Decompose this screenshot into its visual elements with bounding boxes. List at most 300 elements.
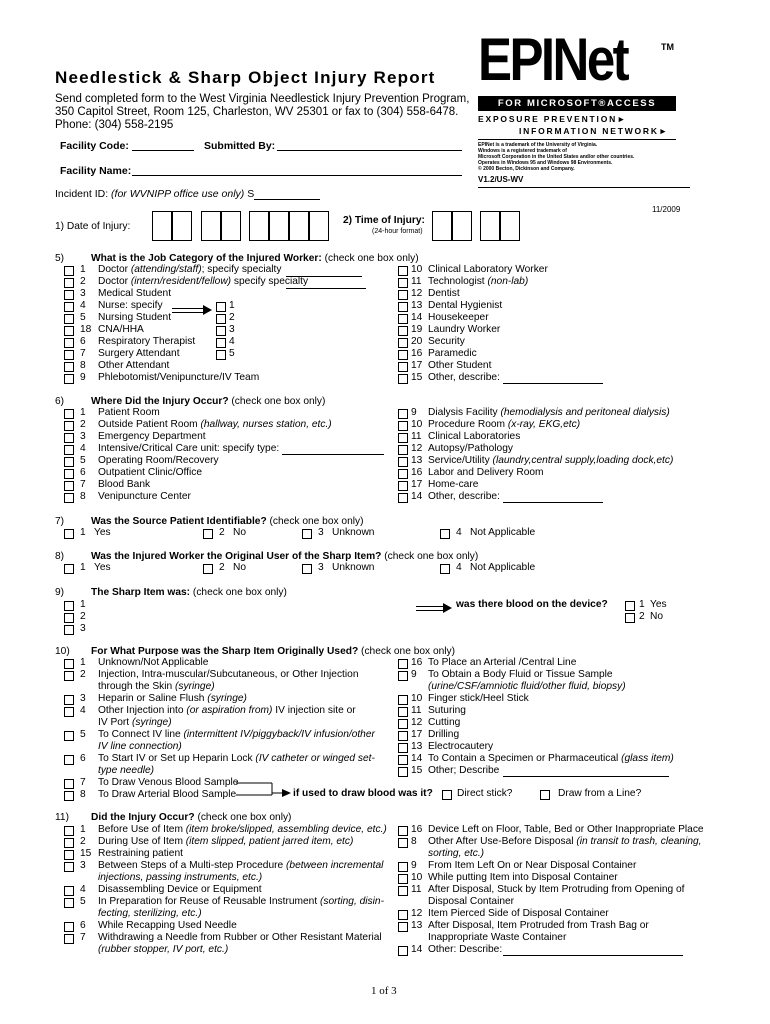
item-text: Suturing [428,705,466,716]
item-text: Emergency Department [98,431,206,442]
item-number: 7 [80,777,86,788]
checkbox[interactable] [440,564,450,574]
item-text: Labor and Delivery Room [428,467,544,478]
item-text: (sorting, disin- [319,896,384,907]
item-number: 16 [411,467,423,478]
item-label [428,336,465,348]
item-label [98,824,387,836]
q11-other-field[interactable] [503,955,683,956]
checkbox[interactable] [64,850,74,860]
checkbox[interactable] [216,314,226,324]
item-label [428,467,544,479]
item-text: To Place an Arterial /Central Line [428,657,577,668]
item-number: 16 [411,824,423,835]
item-text: Autopsy/Pathology [428,443,513,454]
item-label [98,372,259,384]
item-number: 5 [80,455,86,466]
checkbox[interactable] [64,314,74,324]
item-number: 8 [80,789,86,800]
item-text: To Draw Venous Blood Sample [98,777,239,788]
item-label [98,324,144,336]
item-number: 3 [80,693,86,704]
item-text: Outside Patient Room [98,419,201,430]
logo-bar: FOR MICROSOFT®ACCESS [478,96,676,111]
item-text: Paramedic [428,348,477,359]
checkbox[interactable] [64,613,74,623]
icu-type-field[interactable] [282,454,384,455]
checkbox[interactable] [398,302,408,312]
checkbox[interactable] [540,790,550,800]
checkbox[interactable] [64,421,74,431]
item-number: 3 [229,324,235,335]
checkbox[interactable] [398,409,408,419]
checkbox[interactable] [398,338,408,348]
logo-line-1: EXPOSURE PREVENTION► [478,114,628,124]
item-label [428,681,626,693]
checkbox[interactable] [398,731,408,741]
checkbox[interactable] [398,445,408,455]
item-label: Not Applicable [470,562,536,573]
item-text: In Preparation for Reuse of Reusable Instrument [98,896,320,907]
item-text: Security [428,336,465,347]
date-digit-6[interactable] [269,211,289,241]
item-text: CNA/HHA [98,324,144,335]
q2-sub: (24-hour format) [372,228,423,235]
item-label [98,288,171,300]
checkbox[interactable] [64,409,74,419]
item-number: 4 [80,300,86,311]
item-text: specify specialty [231,276,309,287]
item-number: 15 [80,848,92,859]
checkbox[interactable] [64,433,74,443]
item-number: 11 [411,705,422,716]
item-number: 13 [411,455,423,466]
item-label [428,276,528,288]
item-number: 10 [411,264,423,275]
item-number: 12 [411,443,423,454]
checkbox[interactable] [64,791,74,801]
item-text: type needle) [98,765,155,776]
item-text: Doctor [98,264,131,275]
item-text: Device Left on Floor, Table, Bed or Other Inappropriate Place [428,824,704,835]
incident-prefix: S [247,188,255,200]
item-label [428,848,484,860]
checkbox[interactable] [64,755,74,765]
item-text: During Use of Item [98,836,186,847]
item-text: Home-care [428,479,479,490]
checkbox[interactable] [64,493,74,503]
item-label [428,896,514,908]
item-text: Dentist [428,288,460,299]
specialty-field-1[interactable] [286,276,362,277]
facility-code-field[interactable] [132,150,194,151]
item-text: (in transit to trash, cleaning, [576,836,702,847]
item-number: 15 [411,372,423,383]
item-number: 9 [411,669,417,680]
item-number: 6 [80,753,86,764]
item-label [98,777,238,789]
checkbox[interactable] [398,695,408,705]
date-digit-8[interactable] [309,211,329,241]
checkbox[interactable] [64,469,74,479]
item-text: Procedure Room [428,419,508,430]
logo-legal: EPINet is a trademark of the University of Virginia. Windows is a registered trademark of Microsoft Corporation in the United States and/or other countries. Operates in Windows 95 and Windows 98 Environments. © 2000 Becton, Dickinson and Company. [478,142,635,172]
logo-tm: TM [661,42,674,52]
item-label [98,669,358,681]
checkbox[interactable] [64,445,74,455]
item-label [98,467,202,479]
submitted-by-field[interactable] [277,150,462,151]
time-digit-3[interactable] [480,211,500,241]
item-text: IV injection site or [272,705,356,716]
time-digit-2[interactable] [452,211,472,241]
checkbox[interactable] [398,862,408,872]
item-number: 14 [411,312,423,323]
checkbox[interactable] [398,493,408,503]
date-digit-2[interactable] [172,211,192,241]
item-number: 4 [456,527,462,538]
item-label [428,944,502,956]
item-text: Disposal Container [428,896,515,907]
date-digit-3[interactable] [201,211,221,241]
item-label [428,324,500,336]
checkbox[interactable] [64,350,74,360]
item-label [428,741,493,753]
item-text: through the Skin [98,681,176,692]
checkbox[interactable] [398,767,408,777]
q2-label: 2) Time of Injury: [343,215,425,226]
date-digit-7[interactable] [289,211,309,241]
item-number: 17 [411,479,423,490]
nurse-arrow [172,301,212,319]
checkbox[interactable] [64,302,74,312]
checkbox[interactable] [64,625,74,635]
item-number: 2 [80,419,86,430]
item-text: (syringe) [175,681,215,692]
item-number: 6 [80,920,86,931]
item-label [428,455,673,467]
item-text: Service/Utility [428,455,493,466]
item-text: Disassembling Device or Equipment [98,884,262,895]
checkbox[interactable] [442,790,452,800]
logo-version: V1.2/US-WV [478,175,524,184]
item-text: Withdrawing a Needle from Rubber or Other Resistant Material [98,932,382,943]
item-label [98,360,169,372]
item-number: 5 [229,348,235,359]
item-number: 3 [80,288,86,299]
blood-question: was there blood on the device? [456,599,608,610]
item-label [428,419,580,431]
item-number: 12 [411,288,423,299]
item-text: Housekeeper [428,312,489,323]
checkbox[interactable] [216,350,226,360]
item-number: 1 [80,824,86,835]
item-label: Not Applicable [470,527,536,538]
q1-label: 1) Date of Injury: [55,221,131,232]
checkbox[interactable] [64,374,74,384]
checkbox[interactable] [398,350,408,360]
checkbox[interactable] [64,362,74,372]
item-label [98,884,262,896]
checkbox[interactable] [398,671,408,681]
item-text: Before Use of Item [98,824,186,835]
checkbox[interactable] [64,934,74,944]
q10-other-field[interactable] [503,776,669,777]
time-digit-4[interactable] [500,211,520,241]
item-number: 14 [411,491,423,502]
checkbox[interactable] [398,433,408,443]
checkbox[interactable] [398,659,408,669]
checkbox[interactable] [64,290,74,300]
item-text: Finger stick/Heel Stick [428,693,529,704]
item-text: (intermittent IV/piggyback/IV infusion/other [183,729,375,740]
item-text: Other, describe: [428,372,500,383]
checkbox[interactable] [398,874,408,884]
item-text: Other Injection into [98,705,187,716]
item-number: 9 [411,407,417,418]
item-number: 5 [80,312,86,323]
checkbox[interactable] [64,326,74,336]
item-label [98,705,356,717]
item-number: 8 [411,836,417,847]
phone: Phone: (304) 558-2195 [55,119,174,131]
checkbox[interactable] [203,564,213,574]
checkbox[interactable] [64,779,74,789]
item-number: 16 [411,348,423,359]
item-text: Drilling [428,729,460,740]
item-label [428,300,502,312]
item-text: To Draw Arterial Blood Sample [98,789,237,800]
checkbox[interactable] [64,457,74,467]
checkbox[interactable] [64,898,74,908]
item-label [98,693,247,705]
checkbox[interactable] [398,910,408,920]
item-number: 1 [80,527,86,538]
item-number: 18 [80,324,92,335]
item-number: 2 [229,312,235,323]
item-label [98,336,195,348]
checkbox[interactable] [64,707,74,717]
incident-id-field[interactable] [254,189,320,200]
date-digit-5[interactable] [249,211,269,241]
item-label [98,431,206,443]
checkbox[interactable] [216,302,226,312]
item-label: No [233,527,247,538]
item-text: Nursing Student [98,312,172,323]
checkbox[interactable] [203,529,213,539]
item-label [428,360,491,372]
item-label [428,693,529,705]
checkbox[interactable] [216,338,226,348]
item-text: sorting, etc.) [428,848,485,859]
item-number: 4 [80,705,86,716]
item-text: Doctor [98,276,131,287]
facility-name-field[interactable] [132,175,462,176]
item-text: Dental Hygienist [428,300,503,311]
item-label [428,824,704,836]
checkbox[interactable] [398,362,408,372]
item-label [98,753,375,765]
checkbox[interactable] [398,755,408,765]
item-text: injections, passing instruments, etc.) [98,872,263,883]
checkbox[interactable] [398,421,408,431]
checkbox[interactable] [398,946,408,956]
checkbox[interactable] [64,671,74,681]
item-text: (hemodialysis and peritoneal dialysis) [500,407,670,418]
item-text: Outpatient Clinic/Office [98,467,202,478]
checkbox[interactable] [64,659,74,669]
checkbox[interactable] [64,481,74,491]
item-text: After Disposal, Stuck by Item Protruding from Opening of [428,884,685,895]
item-text: Patient Room [98,407,160,418]
item-label [428,908,609,920]
item-text: Other: Describe: [428,944,503,955]
item-number: 7 [80,348,86,359]
item-text: fecting, sterilizing, etc.) [98,908,202,919]
incident-id [55,188,320,200]
item-text: Heparin or Saline Flush [98,693,208,704]
item-number: 9 [80,372,86,383]
item-text: Technologist [428,276,488,287]
checkbox[interactable] [398,481,408,491]
checkbox[interactable] [398,266,408,276]
checkbox[interactable] [398,838,408,848]
q6-other-field[interactable] [503,502,603,503]
date-digit-4[interactable] [221,211,241,241]
checkbox[interactable] [64,338,74,348]
item-number: 1 [80,264,86,275]
item-number: 15 [411,765,423,776]
item-text: Unknown/Not Applicable [98,657,209,668]
checkbox[interactable] [64,266,74,276]
item-number: 5 [80,729,86,740]
item-text: Clinical Laboratories [428,431,521,442]
item-label [428,348,477,360]
checkbox[interactable] [440,529,450,539]
checkbox[interactable] [64,886,74,896]
item-text: Blood Bank [98,479,151,490]
time-digit-1[interactable] [432,211,452,241]
incident-label: Incident ID: [55,188,109,200]
page-number: 1 of 3 [371,985,397,997]
checkbox[interactable] [398,314,408,324]
checkbox[interactable] [398,922,408,932]
logo-line-2: INFORMATION NETWORK► [519,126,670,136]
checkbox[interactable] [64,564,74,574]
checkbox[interactable] [64,695,74,705]
item-number: 17 [411,729,423,740]
item-text: IV line connection) [98,741,182,752]
item-label [98,896,384,908]
checkbox[interactable] [64,731,74,741]
checkbox[interactable] [302,529,312,539]
checkbox[interactable] [398,457,408,467]
checkbox[interactable] [64,862,74,872]
item-label [428,443,513,455]
date-digit-1[interactable] [152,211,172,241]
item-number: 19 [411,324,423,335]
item-label [98,657,208,669]
item-text: (rubber stopper, IV port, etc.) [98,944,229,955]
item-text: Between Steps of a Multi-step Procedure [98,860,287,871]
item-text: After Disposal, Item Protruded from Trash Bag or [428,920,649,931]
checkbox[interactable] [398,743,408,753]
item-number: 4 [456,562,462,573]
item-text: Other; Describe [428,765,500,776]
item-text: Injection, Intra-muscular/Subcutaneous, or Other Injection [98,669,359,680]
item-label [428,836,702,848]
checkbox[interactable] [64,529,74,539]
checkbox[interactable] [64,278,74,288]
item-label [428,729,459,741]
checkbox[interactable] [64,601,74,611]
item-text: (item slipped, patient jarred item, etc) [185,836,354,847]
item-number: 14 [411,753,423,764]
item-text: Inappropriate Waste Container [428,932,567,943]
specialty-field-2[interactable] [286,288,366,289]
checkbox[interactable] [398,719,408,729]
send-line-1: Send completed form to the West Virginia Needlestick Injury Prevention Program, [55,93,470,105]
item-text: Other, describe: [428,491,500,502]
item-number: 2 [80,611,86,622]
checkbox[interactable] [398,374,408,384]
item-label [98,741,182,753]
checkbox[interactable] [398,886,408,896]
checkbox[interactable] [625,613,635,623]
item-label [428,920,649,932]
item-number: 1 [80,407,86,418]
q5-other-field[interactable] [503,383,603,384]
item-number: 1 [229,300,235,311]
checkbox[interactable] [625,601,635,611]
incident-note: (for WVNIPP office use only) [111,188,245,200]
item-label [428,372,500,384]
item-text: Dialysis Facility [428,407,501,418]
checkbox[interactable] [64,922,74,932]
checkbox[interactable] [398,469,408,479]
item-text: Operating Room/Recovery [98,455,219,466]
item-label [98,264,281,276]
item-number: 20 [411,336,423,347]
checkbox[interactable] [302,564,312,574]
item-number: 1 [80,657,86,668]
item-label [98,491,191,503]
item-number: 5 [80,896,86,907]
item-label [98,836,353,848]
item-number: 2 [80,276,86,287]
checkbox[interactable] [398,290,408,300]
checkbox[interactable] [398,826,408,836]
item-label [428,431,520,443]
checkbox[interactable] [398,326,408,336]
item-text: Cutting [428,717,461,728]
item-number: 2 [219,527,225,538]
item-label [98,479,150,491]
blood-arrow [416,599,452,617]
item-text: (urine/CSF/amniotic fluid/other fluid, biopsy) [428,681,626,692]
checkbox[interactable] [398,278,408,288]
item-text: Item Pierced Side of Disposal Container [428,908,609,919]
checkbox[interactable] [64,826,74,836]
checkbox[interactable] [216,326,226,336]
checkbox[interactable] [398,707,408,717]
item-number: 17 [411,360,423,371]
item-label [428,491,500,503]
item-number: 11 [411,431,422,442]
item-number: 8 [80,491,86,502]
checkbox[interactable] [64,838,74,848]
item-number: 14 [411,944,423,955]
